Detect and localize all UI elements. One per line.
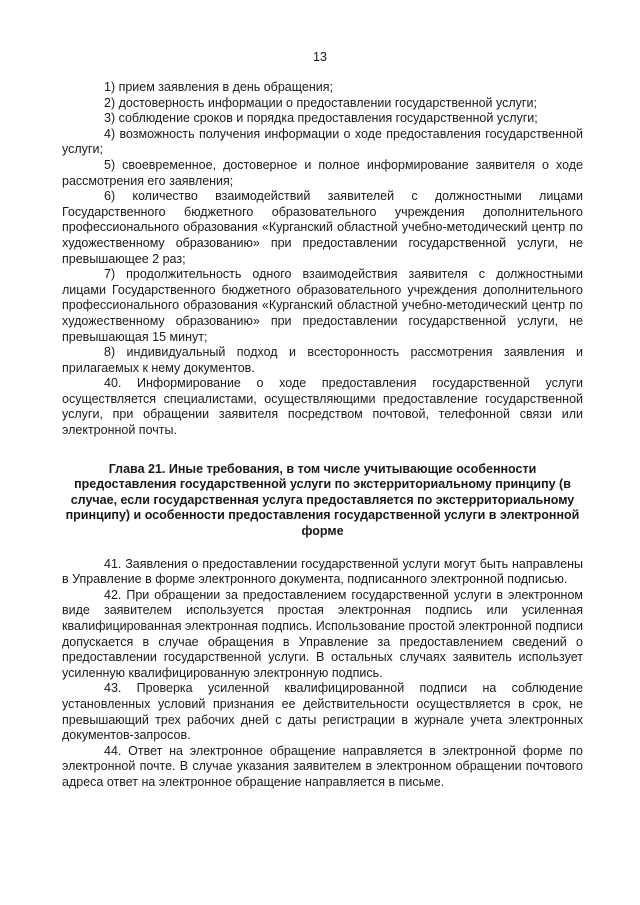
list-item-6: 6) количество взаимодействий заявителей с должностными лицами Государственного бюджетного образовательного учреждения дополнительного профессионального образования «Курганский областной учебно-методический центр по художественному образованию» при предоставлении государственной услуги, не превышающее 2 раз;: [62, 189, 583, 266]
paragraph-41: 41. Заявления о предоставлении государственной услуги могут быть направлены в Управление в форме электронного документа, подписанного электронной подписью.: [62, 556, 583, 587]
paragraph-43: 43. Проверка усиленной квалифицированной подписи на соблюдение установленных условий признания ее действительности осуществляется в срок, не превышающий трех рабочих дней с даты регистрации в журнале учета электронных документов-запросов.: [62, 681, 583, 743]
list-item-1: 1) прием заявления в день обращения;: [104, 80, 333, 94]
list-item-4: 4) возможность получения информации о ходе предоставления государственной услуги;: [62, 126, 583, 157]
list-item-8: 8) индивидуальный подход и всесторонность рассмотрения заявления и прилагаемых к нему документов.: [62, 345, 583, 375]
list-item-2: 2) достоверность информации о предоставлении государственной услуги;: [104, 95, 537, 110]
list-item-3: 3) соблюдение сроков и порядка предоставления государственной услуги;: [104, 111, 538, 126]
list-item-5: 5) своевременное, достоверное и полное информирование заявителя о ходе рассмотрения его заявления;: [62, 157, 583, 188]
paragraph-44: 44. Ответ на электронное обращение направляется в электронной форме по электронной почте. В случае указания заявителем в электронном обращении почтового адреса ответ на электронное обращение направляется в письме.: [62, 743, 583, 789]
paragraph-40: 40. Информирование о ходе предоставления государственной услуги осуществляется специалистами, осуществляющими предоставление государственной услуги, при обращении заявителя посредством почтовой, телефонной связи или электронной почты.: [62, 376, 583, 438]
document-body: [62, 80, 583, 791]
page-number: 13: [313, 50, 327, 64]
list-item-7: 7) продолжительность одного взаимодействия заявителя с должностными лицами Государственного бюджетного образовательного учреждения дополнительного профессионального образования «Курганский областной учебно-методический центр по художественному образованию» при предоставлении государственной услуги, не превышающая 15 минут;: [62, 267, 583, 344]
paragraph-42: 42. При обращении за предоставлением государственной услуги в электронном виде заявителем используется простая электронная подпись или усиленная квалифицированная электронная подпись. Использование простой электронной подписи допускается в случае обращения в Управление за предоставлением сведений о предоставлении государственной услуги. В остальных случаях заявитель использует усиленную квалифицированную электронную подпись.: [62, 587, 583, 680]
chapter-heading: Глава 21. Иные требования, в том числе учитывающие особенности предоставления государственной услуги по экстерриториальному принципу (в случае, если государственная услуга предоставляется по экстерриториальному принципу) и особенности предоставления государственной услуги в электронной форме: [65, 461, 580, 539]
